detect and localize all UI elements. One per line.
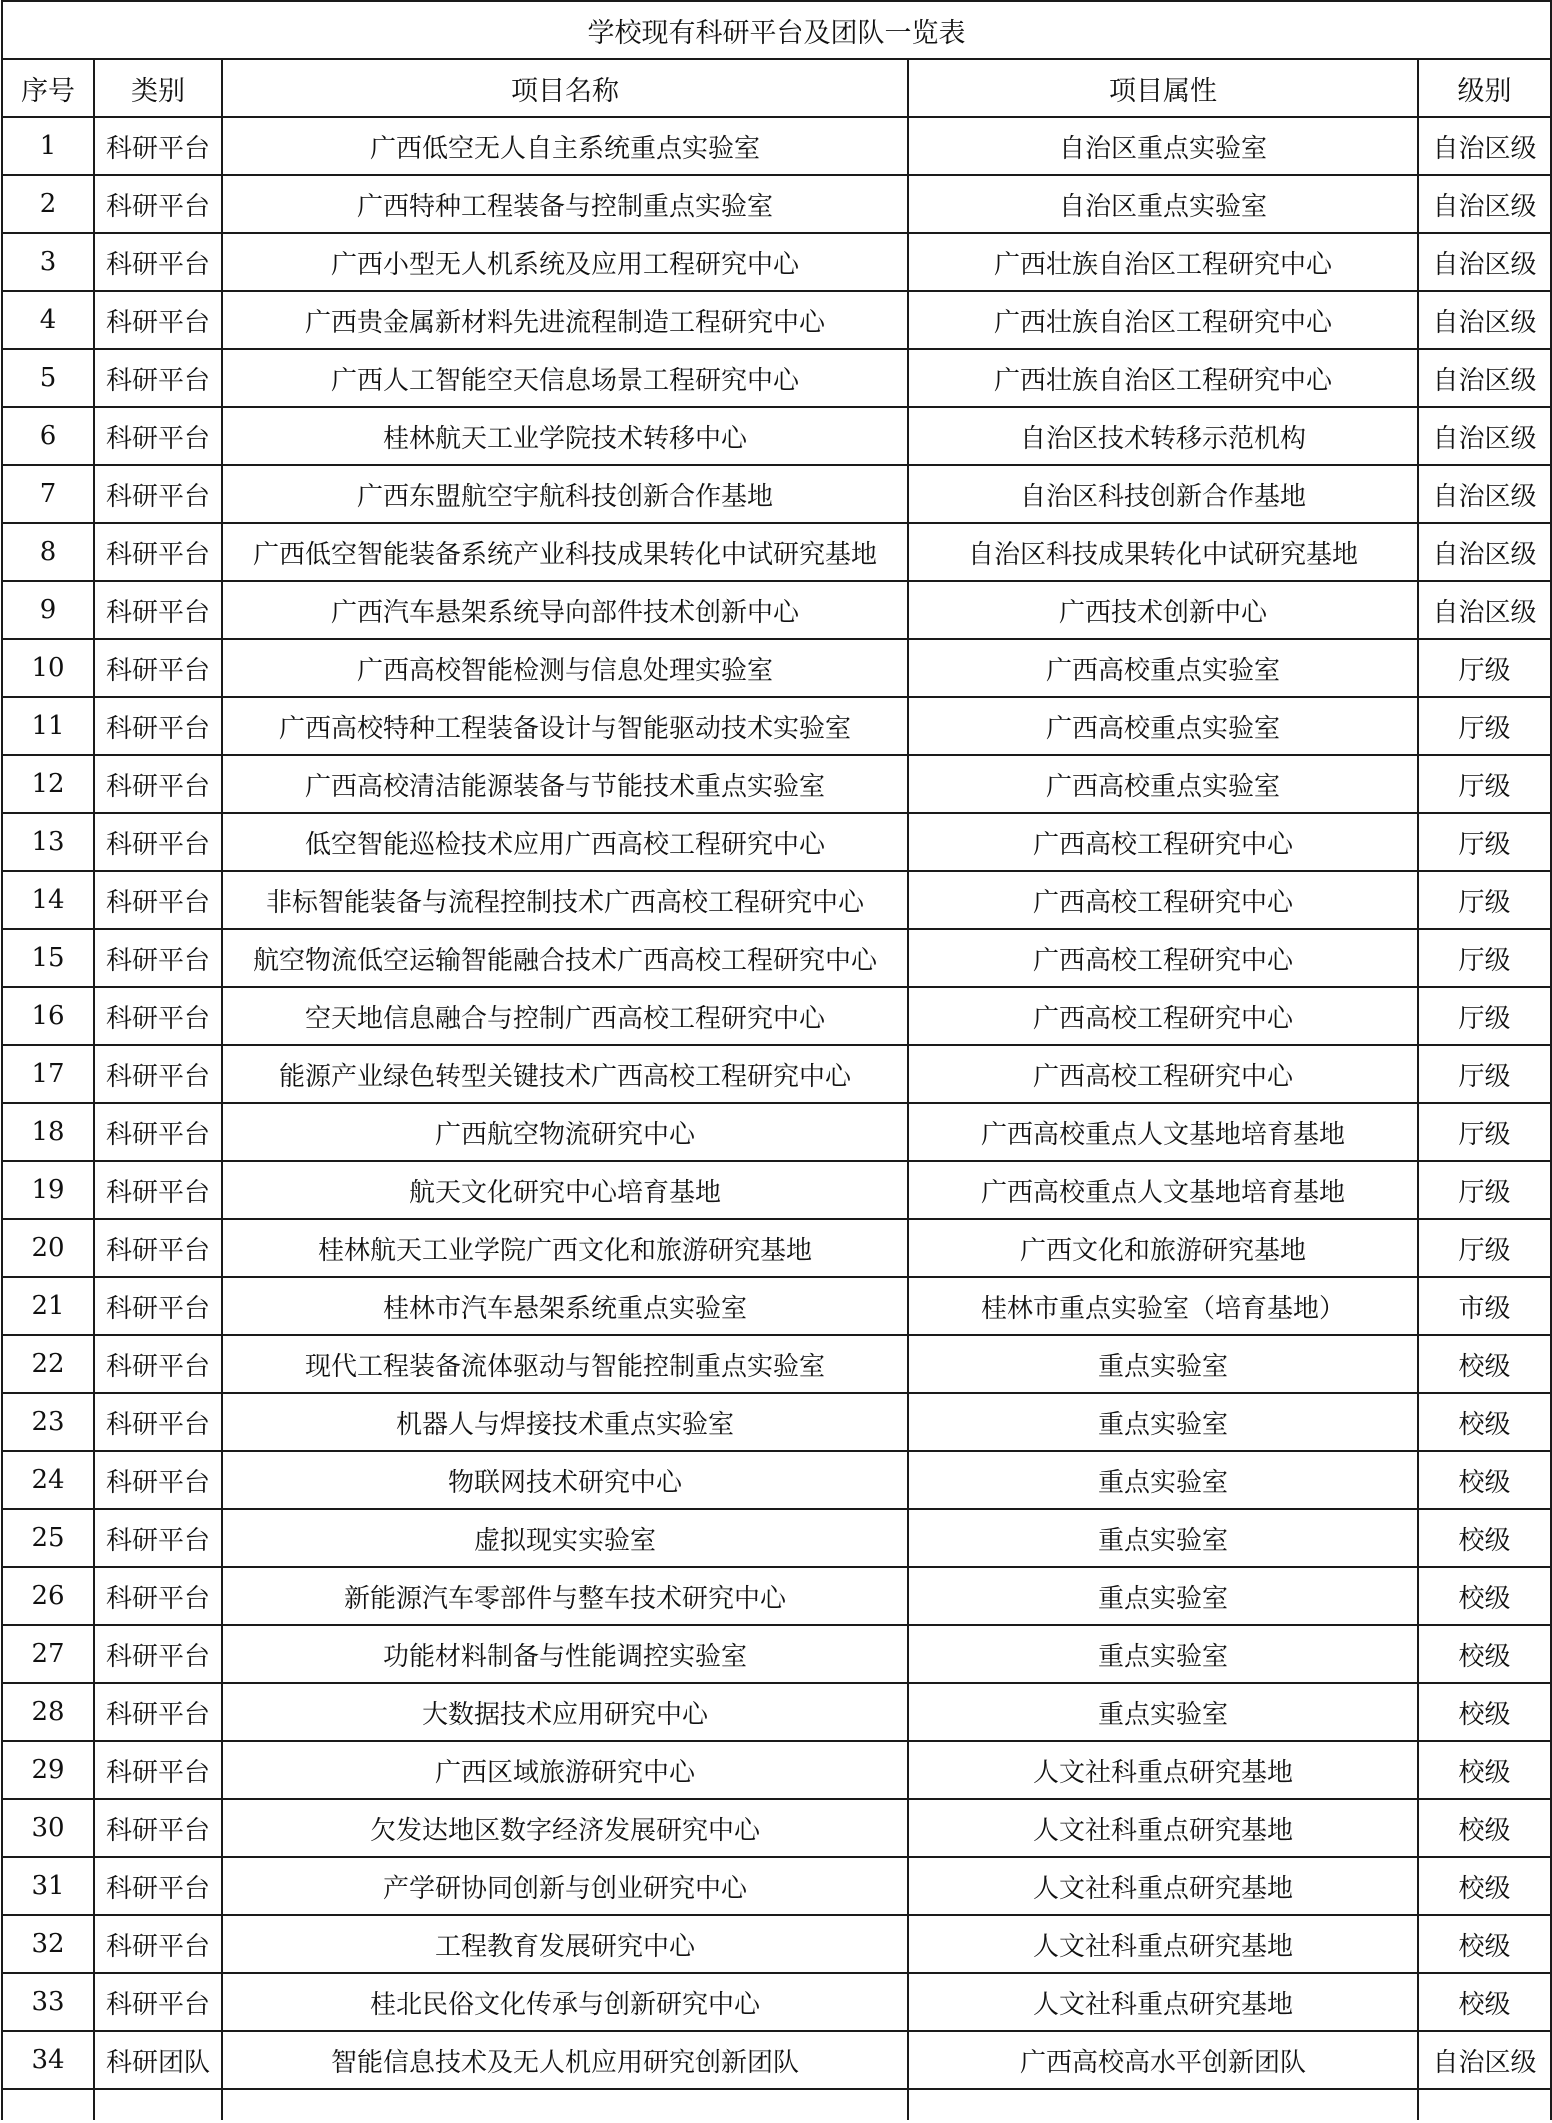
cell-project-name: 广西人工智能空天信息场景工程研究中心 <box>222 349 908 407</box>
cell-project-name: 广西航空物流研究中心 <box>222 1103 908 1161</box>
cell-level: 校级 <box>1418 1799 1551 1857</box>
cell-project-attribute: 人文社科重点研究基地 <box>908 1857 1418 1915</box>
cell-level: 自治区级 <box>1418 523 1551 581</box>
cell-category: 科研平台 <box>94 1277 222 1335</box>
cell-index: 33 <box>2 1973 94 2031</box>
table-row <box>2 1567 1551 1625</box>
table-row <box>2 581 1551 639</box>
cell-level: 校级 <box>1418 1625 1551 1683</box>
cell-category: 科研平台 <box>94 291 222 349</box>
cell-project-name: 广西小型无人机系统及应用工程研究中心 <box>222 233 908 291</box>
cell-project-name: 工程教育发展研究中心 <box>222 1915 908 1973</box>
cell-level: 厅级 <box>1418 813 1551 871</box>
cell-project-name: 桂林航天工业学院技术转移中心 <box>222 407 908 465</box>
cell-project-name: 空天地信息融合与控制广西高校工程研究中心 <box>222 987 908 1045</box>
cell-index: 16 <box>2 987 94 1045</box>
cell-project-attribute: 人文社科重点研究基地 <box>908 1741 1418 1799</box>
cell-project-attribute: 广西高校高水平创新团队 <box>908 2031 1418 2089</box>
cell-project-attribute: 广西技术创新中心 <box>908 581 1418 639</box>
cell-level: 校级 <box>1418 1451 1551 1509</box>
cell-category: 科研平台 <box>94 1335 222 1393</box>
cell-category: 科研平台 <box>94 407 222 465</box>
cell-category: 科研平台 <box>94 813 222 871</box>
cell-index: 21 <box>2 1277 94 1335</box>
table-body <box>2 117 1551 2120</box>
cell-project-name: 广西东盟航空宇航科技创新合作基地 <box>222 465 908 523</box>
cell-category: 科研平台 <box>94 697 222 755</box>
cell-level: 自治区级 <box>1418 117 1551 175</box>
cell-project-name: 低空智能巡检技术应用广西高校工程研究中心 <box>222 813 908 871</box>
table-row <box>2 1161 1551 1219</box>
cell-category: 科研平台 <box>94 871 222 929</box>
column-header-project-attribute: 项目属性 <box>908 59 1418 117</box>
cell-category: 科研团队 <box>94 2031 222 2089</box>
cell-index: 22 <box>2 1335 94 1393</box>
cell-project-attribute: 广西高校重点实验室 <box>908 639 1418 697</box>
cell-index: 17 <box>2 1045 94 1103</box>
cell-index: 27 <box>2 1625 94 1683</box>
cell-project-attribute: 重点实验室 <box>908 1625 1418 1683</box>
cell-category: 科研平台 <box>94 175 222 233</box>
cell-category: 科研平台 <box>94 639 222 697</box>
cell-project-attribute: 自治区重点实验室 <box>908 117 1418 175</box>
table-row <box>2 1625 1551 1683</box>
cell-level: 厅级 <box>1418 697 1551 755</box>
cell-project-name: 广西高校智能检测与信息处理实验室 <box>222 639 908 697</box>
table-row <box>2 639 1551 697</box>
cell-level: 自治区级 <box>1418 349 1551 407</box>
table-row <box>2 1103 1551 1161</box>
cell-index: 6 <box>2 407 94 465</box>
table-row <box>2 117 1551 175</box>
table-row <box>2 813 1551 871</box>
cell-level: 校级 <box>1418 1509 1551 1567</box>
cell-index: 34 <box>2 2031 94 2089</box>
cell-project-attribute: 广西文化和旅游研究基地 <box>908 1219 1418 1277</box>
cell-index: 11 <box>2 697 94 755</box>
cell-index: 10 <box>2 639 94 697</box>
cell-project-attribute: 广西高校工程研究中心 <box>908 929 1418 987</box>
cell-category: 科研平台 <box>94 523 222 581</box>
cell-index: 26 <box>2 1567 94 1625</box>
cell-project-attribute: 广西高校工程研究中心 <box>908 1045 1418 1103</box>
cell-project-name: 能源产业绿色转型关键技术广西高校工程研究中心 <box>222 1045 908 1103</box>
cell-project-attribute: 重点实验室 <box>908 1567 1418 1625</box>
cell-project-attribute: 广西壮族自治区工程研究中心 <box>908 233 1418 291</box>
cell-level: 自治区级 <box>1418 407 1551 465</box>
cell-project-attribute: 广西高校重点人文基地培育基地 <box>908 1103 1418 1161</box>
cell-category: 科研平台 <box>94 1799 222 1857</box>
cell-category: 科研平台 <box>94 117 222 175</box>
cell-category: 科研平台 <box>94 1683 222 1741</box>
cell-category: 科研平台 <box>94 1567 222 1625</box>
table-row <box>2 697 1551 755</box>
cell-project-name: 大数据技术应用研究中心 <box>222 1683 908 1741</box>
table-row <box>2 1915 1551 1973</box>
cell-level: 自治区级 <box>1418 465 1551 523</box>
cell-project-attribute: 人文社科重点研究基地 <box>908 1915 1418 1973</box>
cell-project-name: 产学研协同创新与创业研究中心 <box>222 1857 908 1915</box>
cell-index: 7 <box>2 465 94 523</box>
cell-level: 厅级 <box>1418 755 1551 813</box>
cell-project-name: 广西高校特种工程装备设计与智能驱动技术实验室 <box>222 697 908 755</box>
empty-cell <box>94 2089 222 2120</box>
table-row <box>2 1451 1551 1509</box>
cell-project-name: 新能源汽车零部件与整车技术研究中心 <box>222 1567 908 1625</box>
cell-project-name: 桂林市汽车悬架系统重点实验室 <box>222 1277 908 1335</box>
cell-level: 市级 <box>1418 1277 1551 1335</box>
cell-project-attribute: 人文社科重点研究基地 <box>908 1973 1418 2031</box>
cell-level: 校级 <box>1418 1683 1551 1741</box>
cell-category: 科研平台 <box>94 1973 222 2031</box>
table-row-partial <box>2 2089 1551 2120</box>
cell-category: 科研平台 <box>94 1625 222 1683</box>
cell-project-attribute: 重点实验室 <box>908 1335 1418 1393</box>
table-row <box>2 407 1551 465</box>
table-row <box>2 1683 1551 1741</box>
cell-category: 科研平台 <box>94 233 222 291</box>
column-header-category: 类别 <box>94 59 222 117</box>
cell-project-name: 航空物流低空运输智能融合技术广西高校工程研究中心 <box>222 929 908 987</box>
cell-project-name: 非标智能装备与流程控制技术广西高校工程研究中心 <box>222 871 908 929</box>
cell-level: 校级 <box>1418 1973 1551 2031</box>
cell-project-attribute: 重点实验室 <box>908 1509 1418 1567</box>
cell-level: 厅级 <box>1418 1103 1551 1161</box>
cell-level: 校级 <box>1418 1857 1551 1915</box>
cell-index: 31 <box>2 1857 94 1915</box>
cell-project-name: 桂林航天工业学院广西文化和旅游研究基地 <box>222 1219 908 1277</box>
column-header-index: 序号 <box>2 59 94 117</box>
cell-category: 科研平台 <box>94 1857 222 1915</box>
table-row <box>2 175 1551 233</box>
cell-level: 自治区级 <box>1418 581 1551 639</box>
cell-level: 厅级 <box>1418 987 1551 1045</box>
table-row <box>2 465 1551 523</box>
cell-category: 科研平台 <box>94 755 222 813</box>
cell-project-attribute: 自治区科技创新合作基地 <box>908 465 1418 523</box>
empty-cell <box>908 2089 1418 2120</box>
cell-index: 4 <box>2 291 94 349</box>
cell-category: 科研平台 <box>94 1045 222 1103</box>
cell-index: 13 <box>2 813 94 871</box>
table-row <box>2 349 1551 407</box>
cell-project-name: 欠发达地区数字经济发展研究中心 <box>222 1799 908 1857</box>
cell-level: 厅级 <box>1418 1219 1551 1277</box>
cell-level: 校级 <box>1418 1915 1551 1973</box>
cell-index: 12 <box>2 755 94 813</box>
cell-project-name: 功能材料制备与性能调控实验室 <box>222 1625 908 1683</box>
table-row <box>2 1509 1551 1567</box>
table-row <box>2 291 1551 349</box>
cell-project-attribute: 重点实验室 <box>908 1683 1418 1741</box>
cell-index: 28 <box>2 1683 94 1741</box>
table-title: 学校现有科研平台及团队一览表 <box>2 1 1551 59</box>
table-row <box>2 755 1551 813</box>
table-row <box>2 987 1551 1045</box>
cell-project-name: 广西低空智能装备系统产业科技成果转化中试研究基地 <box>222 523 908 581</box>
cell-project-attribute: 自治区重点实验室 <box>908 175 1418 233</box>
cell-category: 科研平台 <box>94 465 222 523</box>
table-row <box>2 523 1551 581</box>
cell-project-attribute: 重点实验室 <box>908 1451 1418 1509</box>
cell-project-attribute: 桂林市重点实验室（培育基地） <box>908 1277 1418 1335</box>
cell-index: 14 <box>2 871 94 929</box>
cell-project-name: 航天文化研究中心培育基地 <box>222 1161 908 1219</box>
cell-index: 29 <box>2 1741 94 1799</box>
column-header-level: 级别 <box>1418 59 1551 117</box>
empty-cell <box>222 2089 908 2120</box>
cell-category: 科研平台 <box>94 581 222 639</box>
cell-project-name: 广西高校清洁能源装备与节能技术重点实验室 <box>222 755 908 813</box>
cell-index: 30 <box>2 1799 94 1857</box>
column-header-project-name: 项目名称 <box>222 59 908 117</box>
table-row <box>2 1973 1551 2031</box>
cell-level: 厅级 <box>1418 1045 1551 1103</box>
table-row <box>2 233 1551 291</box>
cell-index: 15 <box>2 929 94 987</box>
cell-category: 科研平台 <box>94 349 222 407</box>
cell-project-name: 广西低空无人自主系统重点实验室 <box>222 117 908 175</box>
cell-level: 厅级 <box>1418 871 1551 929</box>
cell-project-name: 桂北民俗文化传承与创新研究中心 <box>222 1973 908 2031</box>
table-row <box>2 1741 1551 1799</box>
cell-category: 科研平台 <box>94 1741 222 1799</box>
cell-level: 自治区级 <box>1418 175 1551 233</box>
cell-project-attribute: 广西高校重点实验室 <box>908 697 1418 755</box>
table-row <box>2 871 1551 929</box>
cell-project-attribute: 广西壮族自治区工程研究中心 <box>908 291 1418 349</box>
cell-index: 2 <box>2 175 94 233</box>
cell-project-name: 现代工程装备流体驱动与智能控制重点实验室 <box>222 1335 908 1393</box>
cell-category: 科研平台 <box>94 1915 222 1973</box>
cell-level: 校级 <box>1418 1393 1551 1451</box>
platform-table <box>1 0 1552 2120</box>
cell-level: 厅级 <box>1418 639 1551 697</box>
cell-level: 校级 <box>1418 1741 1551 1799</box>
cell-project-attribute: 人文社科重点研究基地 <box>908 1799 1418 1857</box>
cell-project-attribute: 广西高校工程研究中心 <box>908 813 1418 871</box>
cell-project-name: 广西特种工程装备与控制重点实验室 <box>222 175 908 233</box>
cell-project-name: 广西汽车悬架系统导向部件技术创新中心 <box>222 581 908 639</box>
cell-project-name: 虚拟现实实验室 <box>222 1509 908 1567</box>
cell-project-attribute: 重点实验室 <box>908 1393 1418 1451</box>
cell-index: 8 <box>2 523 94 581</box>
table-row <box>2 1393 1551 1451</box>
table-row <box>2 1335 1551 1393</box>
cell-project-attribute: 广西高校工程研究中心 <box>908 987 1418 1045</box>
cell-index: 23 <box>2 1393 94 1451</box>
cell-category: 科研平台 <box>94 1509 222 1567</box>
cell-level: 自治区级 <box>1418 291 1551 349</box>
cell-category: 科研平台 <box>94 929 222 987</box>
cell-index: 32 <box>2 1915 94 1973</box>
cell-index: 19 <box>2 1161 94 1219</box>
cell-project-attribute: 广西高校工程研究中心 <box>908 871 1418 929</box>
table-row <box>2 929 1551 987</box>
cell-project-name: 智能信息技术及无人机应用研究创新团队 <box>222 2031 908 2089</box>
cell-level: 自治区级 <box>1418 2031 1551 2089</box>
empty-cell <box>2 2089 94 2120</box>
table-row <box>2 2031 1551 2089</box>
cell-category: 科研平台 <box>94 1161 222 1219</box>
cell-index: 18 <box>2 1103 94 1161</box>
cell-index: 5 <box>2 349 94 407</box>
table-row <box>2 1857 1551 1915</box>
cell-index: 1 <box>2 117 94 175</box>
cell-project-name: 广西区域旅游研究中心 <box>222 1741 908 1799</box>
cell-project-attribute: 广西高校重点实验室 <box>908 755 1418 813</box>
cell-level: 校级 <box>1418 1335 1551 1393</box>
cell-category: 科研平台 <box>94 1219 222 1277</box>
cell-project-attribute: 广西高校重点人文基地培育基地 <box>908 1161 1418 1219</box>
cell-project-name: 广西贵金属新材料先进流程制造工程研究中心 <box>222 291 908 349</box>
cell-category: 科研平台 <box>94 987 222 1045</box>
empty-cell <box>1418 2089 1551 2120</box>
cell-category: 科研平台 <box>94 1451 222 1509</box>
cell-index: 3 <box>2 233 94 291</box>
table-row <box>2 1219 1551 1277</box>
cell-level: 自治区级 <box>1418 233 1551 291</box>
cell-project-attribute: 自治区技术转移示范机构 <box>908 407 1418 465</box>
cell-index: 9 <box>2 581 94 639</box>
cell-project-name: 物联网技术研究中心 <box>222 1451 908 1509</box>
header-row <box>2 59 1551 117</box>
table-row <box>2 1045 1551 1103</box>
table-row <box>2 1799 1551 1857</box>
cell-index: 24 <box>2 1451 94 1509</box>
cell-level: 校级 <box>1418 1567 1551 1625</box>
cell-index: 25 <box>2 1509 94 1567</box>
cell-level: 厅级 <box>1418 929 1551 987</box>
cell-project-attribute: 自治区科技成果转化中试研究基地 <box>908 523 1418 581</box>
cell-category: 科研平台 <box>94 1393 222 1451</box>
cell-level: 厅级 <box>1418 1161 1551 1219</box>
cell-project-attribute: 广西壮族自治区工程研究中心 <box>908 349 1418 407</box>
cell-project-name: 机器人与焊接技术重点实验室 <box>222 1393 908 1451</box>
table-row <box>2 1277 1551 1335</box>
cell-index: 20 <box>2 1219 94 1277</box>
cell-category: 科研平台 <box>94 1103 222 1161</box>
